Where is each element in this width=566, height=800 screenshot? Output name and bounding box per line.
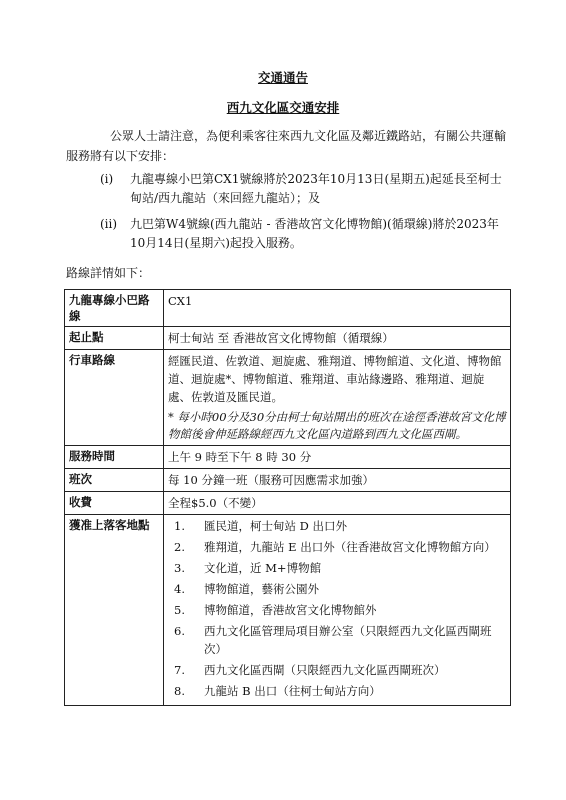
arrangement-item-1 (100, 170, 510, 208)
stop-text: 匯民道，柯士甸站 D 出口外 (204, 519, 348, 533)
stop-number: 7. (174, 663, 185, 677)
arrangement-item-2 (100, 215, 510, 253)
endpoints-value: 柯士甸站 至 香港故宮文化博物館（循環線） (164, 327, 511, 350)
page-subtitle: 西九文化區交通安排 (226, 100, 340, 115)
stop-number: 5. (174, 603, 185, 617)
table-row (65, 446, 511, 469)
routing-label: 行車路線 (65, 350, 164, 446)
item-text: 九巴第W4號線(西九龍站 - 香港故宮文化博物館)(循環線)將於2023年10月14日(星期六)起投入服務。 (130, 217, 499, 250)
list-item (168, 580, 506, 598)
fare-label: 收費 (65, 492, 164, 515)
stops-cell (164, 515, 511, 706)
stop-number: 3. (174, 561, 185, 575)
routing-note: * 每小時00分及30分由柯士甸站開出的班次在途徑香港故宮文化博物館後會伸延路線經西九文化區內道路到西九文化區西閘。 (168, 410, 506, 441)
stop-number: 6. (174, 624, 185, 638)
routing-value: 經匯民道、佐敦道、迴旋處、雅翔道、博物館道、文化道、博物館道、迴旋處*、博物館道、雅翔道、車站緣邊路、雅翔道、迴旋處、佐敦道及匯民道。 (168, 354, 502, 404)
stop-text: 博物館道，藝術公園外 (204, 582, 319, 596)
hours-value: 上午 9 時至下午 8 時 30 分 (164, 446, 511, 469)
table-row (65, 469, 511, 492)
endpoints-label: 起止點 (65, 327, 164, 350)
item-number: (i) (100, 172, 114, 186)
list-item (168, 661, 506, 679)
stop-text: 西九文化區西閘（只限經西九文化區西閘班次） (204, 663, 446, 677)
table-row (65, 492, 511, 515)
routing-cell (164, 350, 511, 446)
stop-text: 九龍站 B 出口（往柯士甸站方向） (204, 684, 381, 698)
stop-number: 4. (174, 582, 185, 596)
intro-paragraph-text: 公眾人士請注意，為便利乘客往來西九文化區及鄰近鐵路站，有關公共運輸服務將有以下安排： (66, 129, 507, 163)
list-item (168, 601, 506, 619)
stops-list (168, 517, 506, 700)
table-row (65, 290, 511, 327)
stops-label: 獲准上落客地點 (65, 515, 164, 706)
stop-text: 西九文化區管理局項目辦公室（只限經西九文化區西閘班次） (204, 624, 492, 656)
list-item (168, 559, 506, 577)
table-row (65, 327, 511, 350)
fare-value: 全程$5.0（不變） (164, 492, 511, 515)
item-text: 九龍專線小巴第CX1號線將於2023年10月13日(星期五)起延長至柯士甸站/西九龍站（來回經九龍站）；及 (130, 172, 502, 205)
hours-label: 服務時間 (65, 446, 164, 469)
route-details-table (64, 289, 511, 706)
table-row (65, 350, 511, 446)
item-number: (ii) (100, 217, 118, 231)
table-row (65, 515, 511, 706)
list-item (168, 682, 506, 700)
stop-text: 博物館道，香港故宮文化博物館外 (204, 603, 377, 617)
stop-text: 文化道，近 M+博物館 (204, 561, 322, 575)
stop-text: 雅翔道，九龍站 E 出口外（往香港故宮文化博物館方向） (204, 540, 496, 554)
stop-number: 8. (174, 684, 185, 698)
frequency-label: 班次 (65, 469, 164, 492)
page-title: 交通通告 (257, 70, 308, 85)
list-item (168, 517, 506, 535)
intro-paragraph (66, 126, 506, 166)
stop-number: 2. (174, 540, 185, 554)
route-label: 九龍專線小巴路線 (65, 290, 164, 327)
list-item (168, 538, 506, 556)
route-intro: 路線詳情如下： (66, 266, 151, 280)
route-value: CX1 (164, 290, 511, 327)
stop-number: 1. (174, 519, 185, 533)
frequency-value: 每 10 分鐘一班（服務可因應需求加強） (164, 469, 511, 492)
list-item (168, 622, 506, 658)
